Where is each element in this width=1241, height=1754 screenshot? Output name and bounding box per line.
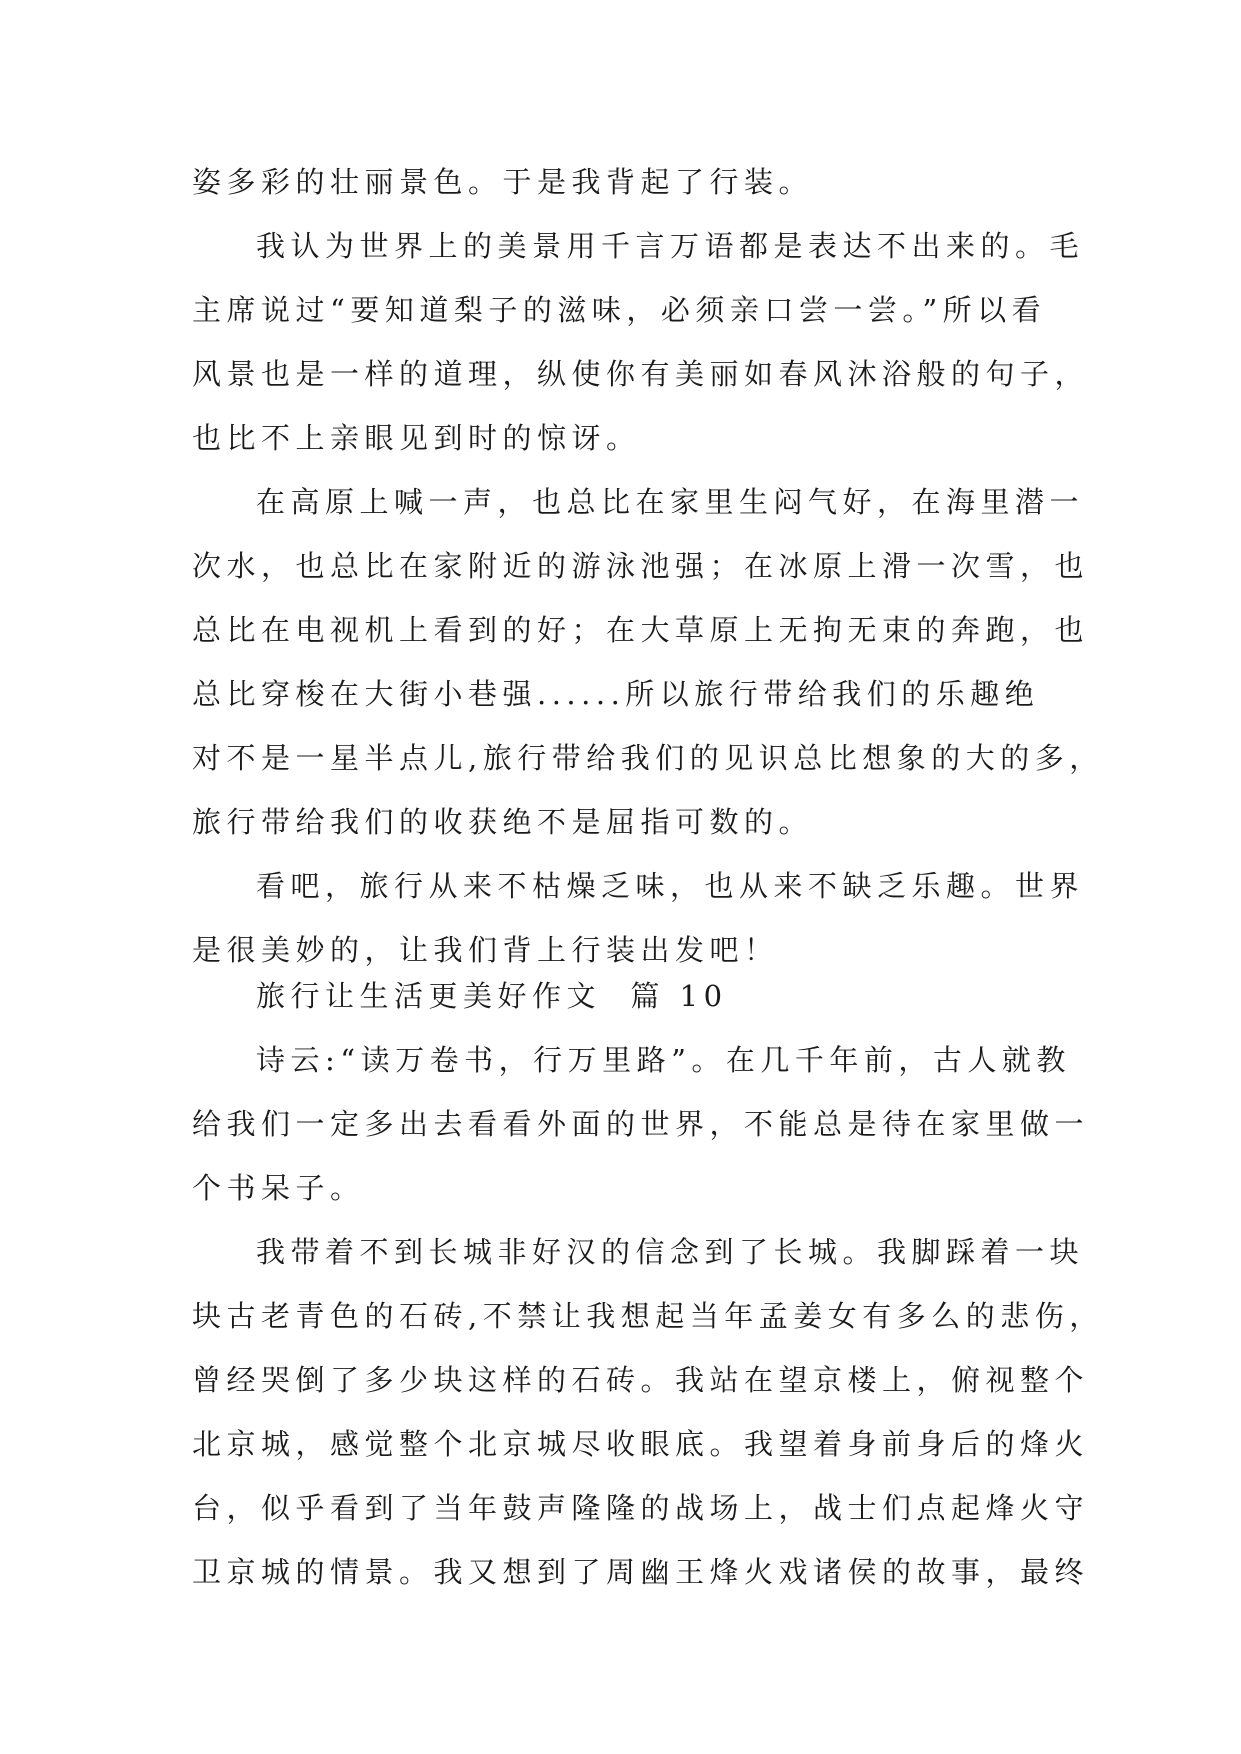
paragraph-line: 我认为世界上的美景用千言万语都是表达不出来的。毛	[256, 229, 1085, 263]
paragraph-line: 台，似乎看到了当年鼓声隆隆的战场上，战士们点起烽火守	[192, 1491, 1090, 1525]
paragraph-line: 我带着不到长城非好汉的信念到了长城。我脚踩着一块	[256, 1235, 1085, 1269]
essay-body-section-2	[192, 964, 1104, 1604]
paragraph-line: 北京城，感觉整个北京城尽收眼底。我望着身前身后的烽火	[192, 1427, 1090, 1461]
paragraph-line: 个书呆子。	[192, 1171, 365, 1205]
essay-body-section-1	[192, 150, 1104, 982]
paragraph-line: 看吧，旅行从来不枯燥乏味，也从来不缺乏乐趣。世界	[256, 869, 1085, 903]
essay-title: 旅行让生活更美好作文 篇 10	[256, 979, 728, 1013]
paragraph-line: 诗云:“读万卷书，行万里路”。在几千年前，古人就教	[256, 1043, 1071, 1077]
paragraph-line: 卫京城的情景。我又想到了周幽王烽火戏诸侯的故事，最终	[192, 1555, 1090, 1589]
paragraph-line: 给我们一定多出去看看外面的世界，不能总是待在家里做一	[192, 1107, 1090, 1141]
paragraph-line: 总比在电视机上看到的好；在大草原上无拘无束的奔跑，也	[192, 613, 1090, 647]
paragraph-line: 也比不上亲眼见到时的惊讶。	[192, 421, 641, 455]
paragraph-line: 曾经哭倒了多少块这样的石砖。我站在望京楼上，俯视整个	[192, 1363, 1090, 1397]
paragraph-line: 旅行带给我们的收获绝不是屈指可数的。	[192, 805, 814, 839]
paragraph-line: 在高原上喊一声，也总比在家里生闷气好，在海里潜一	[256, 485, 1085, 519]
paragraph-line: 对不是一星半点儿,旅行带给我们的见识总比想象的大的多，	[192, 741, 1104, 775]
paragraph-line: 块古老青色的石砖,不禁让我想起当年孟姜女有多么的悲伤，	[192, 1299, 1104, 1333]
paragraph-line: 主席说过“要知道梨子的滋味，必须亲口尝一尝。”所以看	[192, 293, 1047, 327]
paragraph-line: 风景也是一样的道理，纵使你有美丽如春风沐浴般的句子，	[192, 357, 1090, 391]
paragraph-line: 是很美妙的，让我们背上行装出发吧！	[192, 933, 779, 967]
paragraph-line: 姿多彩的壮丽景色。于是我背起了行装。	[192, 165, 814, 199]
paragraph-line: 总比穿梭在大街小巷强......所以旅行带给我们的乐趣绝	[192, 677, 1040, 711]
paragraph-line: 次水，也总比在家附近的游泳池强；在冰原上滑一次雪，也	[192, 549, 1090, 583]
